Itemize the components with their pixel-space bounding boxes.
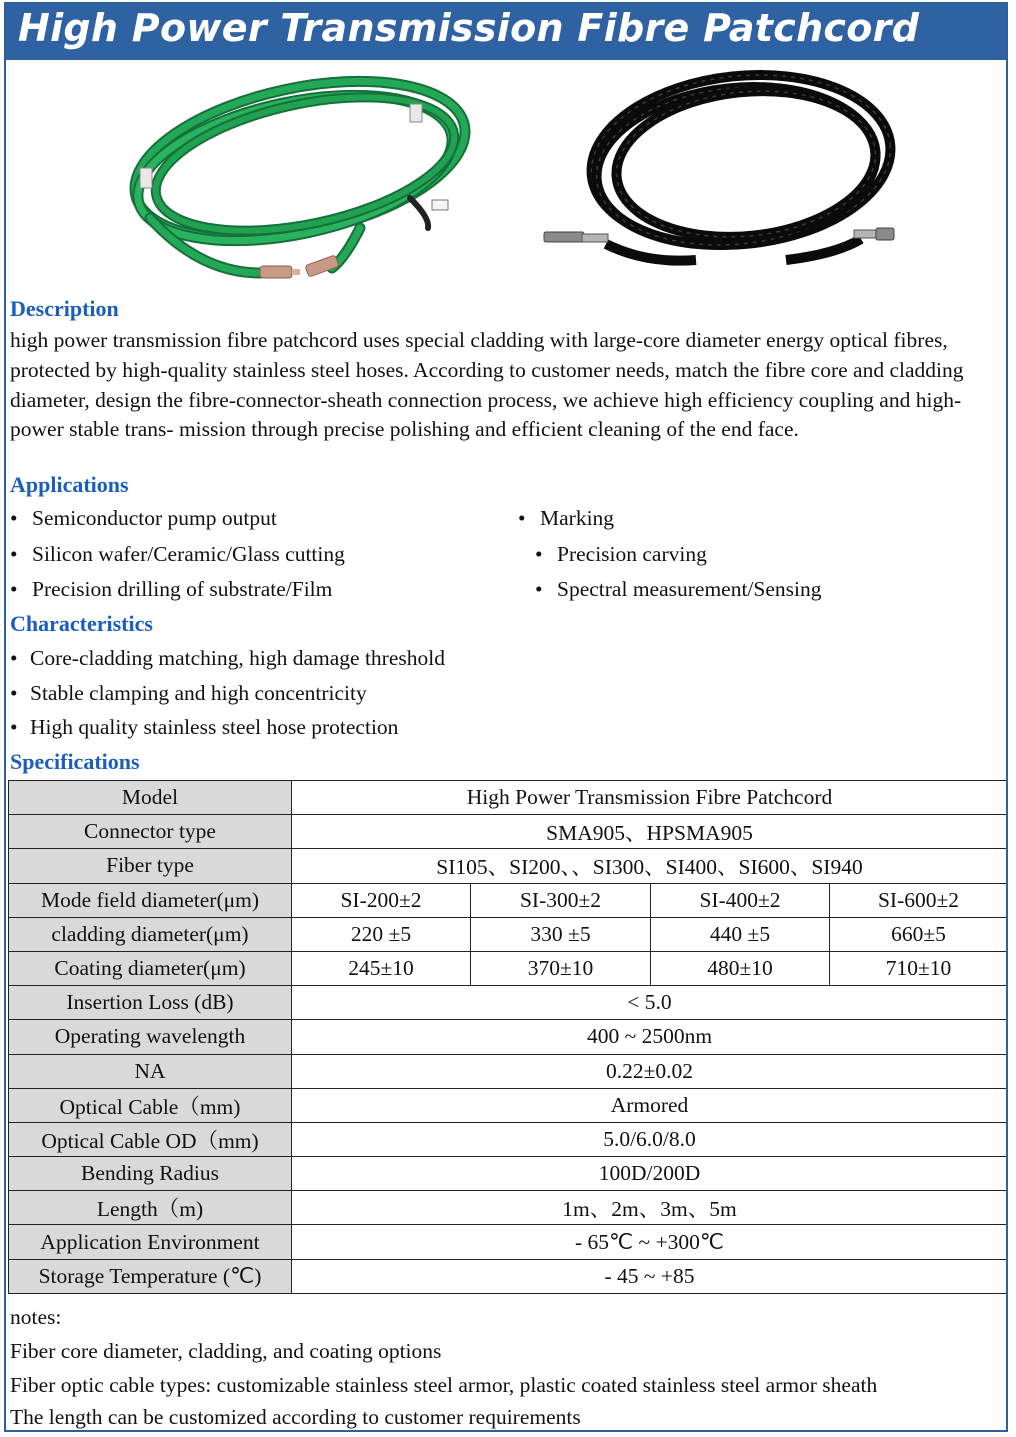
spec-value-cell: 370±10 [471, 951, 651, 985]
specifications-heading: Specifications [10, 749, 140, 774]
title-banner [6, 4, 1006, 60]
application-item: • Marking [518, 506, 615, 530]
bullet-icon: • [535, 577, 543, 601]
black-patchcord-image [536, 64, 896, 286]
note-line: The length can be customized according to customer requirements [10, 1405, 581, 1429]
bullet-icon: • [10, 681, 18, 705]
note-line: Fiber optic cable types: customizable stainless steel armor, plastic coated stainless steel armor sheath [10, 1373, 878, 1397]
spec-value: SMA905、HPSMA905 [292, 815, 1008, 849]
spec-row [9, 986, 1008, 1020]
spec-label: Mode field diameter(μm) [9, 883, 292, 917]
spec-label: Connector type [9, 815, 292, 849]
spec-label: Fiber type [9, 849, 292, 883]
spec-label: Coating diameter(μm) [9, 951, 292, 985]
spec-value-cell: 330 ±5 [471, 917, 651, 951]
notes-heading: notes: [10, 1305, 62, 1329]
spec-value: SI105、SI200、、SI300、SI400、SI600、SI940 [292, 849, 1008, 883]
bullet-icon: • [10, 646, 18, 670]
spec-row [9, 849, 1008, 883]
spec-value-cell: 710±10 [830, 951, 1008, 985]
spec-value-cell: SI-400±2 [651, 883, 830, 917]
spec-value: 100D/200D [292, 1157, 1008, 1191]
spec-value-cell: SI-600±2 [830, 883, 1008, 917]
bullet-icon: • [10, 715, 18, 739]
spec-label: Optical Cable OD（mm) [9, 1122, 292, 1156]
spec-value: - 45 ~ +85 [292, 1259, 1008, 1293]
spec-value: High Power Transmission Fibre Patchcord [292, 781, 1008, 815]
spec-value-cell: 440 ±5 [651, 917, 830, 951]
spec-row [9, 1020, 1008, 1054]
characteristic-item: • Core-cladding matching, high damage threshold [10, 646, 445, 670]
spec-value-cell: SI-200±2 [292, 883, 471, 917]
spec-value-cell: SI-300±2 [471, 883, 651, 917]
datasheet-page [4, 2, 1008, 1432]
bullet-icon: • [10, 506, 18, 530]
application-item: • Precision drilling of substrate/Film [10, 577, 333, 601]
spec-label: Bending Radius [9, 1157, 292, 1191]
characteristics-heading: Characteristics [10, 611, 153, 636]
spec-value: < 5.0 [292, 986, 1008, 1020]
spec-label: Storage Temperature (℃) [9, 1259, 292, 1293]
green-patchcord-image [110, 68, 476, 290]
spec-row [9, 815, 1008, 849]
application-item: • Semiconductor pump output [10, 506, 277, 530]
spec-value: Armored [292, 1088, 1008, 1122]
spec-value-cell: 480±10 [651, 951, 830, 985]
application-item: • Precision carving [535, 542, 707, 566]
description-heading: Description [10, 296, 119, 321]
spec-label: Operating wavelength [9, 1020, 292, 1054]
spec-row [9, 1225, 1008, 1259]
spec-row [9, 1054, 1008, 1088]
characteristic-item: • High quality stainless steel hose protection [10, 715, 399, 739]
spec-label: Optical Cable（mm) [9, 1088, 292, 1122]
spec-label: NA [9, 1054, 292, 1088]
bullet-icon: • [518, 506, 526, 530]
spec-value-cell: 245±10 [292, 951, 471, 985]
application-item: • Silicon wafer/Ceramic/Glass cutting [10, 542, 345, 566]
spec-label: Length（m) [9, 1191, 292, 1225]
page-title: High Power Transmission Fibre Patchcord [18, 6, 920, 50]
description-text: high power transmission fibre patchcord uses special cladding with large-core diameter energy optical fibres, protected by high-quality stainless steel hoses. According to customer needs, match the fibre core and cladding diameter, design the fibre-connector-sheath connection process, we achieve high efficiency coupling and high-power stable trans- mission through precise polishing and efficient cleaning of the end face. [10, 328, 964, 442]
application-item: • Spectral measurement/Sensing [535, 577, 822, 601]
bullet-icon: • [10, 577, 18, 601]
bullet-icon: • [535, 542, 543, 566]
spec-row [9, 1191, 1008, 1225]
spec-value: 400 ~ 2500nm [292, 1020, 1008, 1054]
spec-label: Model [9, 781, 292, 815]
note-line: Fiber core diameter, cladding, and coating options [10, 1339, 442, 1363]
specifications-table [8, 780, 1008, 1294]
spec-value: 1m、2m、3m、5m [292, 1191, 1008, 1225]
bullet-icon: • [10, 542, 18, 566]
applications-heading: Applications [10, 472, 129, 497]
spec-row [9, 1259, 1008, 1293]
spec-value-cell: 660±5 [830, 917, 1008, 951]
spec-row [9, 951, 1008, 985]
spec-row [9, 781, 1008, 815]
characteristic-item: • Stable clamping and high concentricity [10, 681, 367, 705]
spec-value: 5.0/6.0/8.0 [292, 1122, 1008, 1156]
spec-row [9, 883, 1008, 917]
spec-value: - 65℃ ~ +300℃ [292, 1225, 1008, 1259]
spec-value: 0.22±0.02 [292, 1054, 1008, 1088]
spec-row [9, 1088, 1008, 1122]
spec-row [9, 1157, 1008, 1191]
spec-label: cladding diameter(μm) [9, 917, 292, 951]
spec-label: Insertion Loss (dB) [9, 986, 292, 1020]
spec-value-cell: 220 ±5 [292, 917, 471, 951]
spec-row [9, 1122, 1008, 1156]
spec-row [9, 917, 1008, 951]
spec-label: Application Environment [9, 1225, 292, 1259]
